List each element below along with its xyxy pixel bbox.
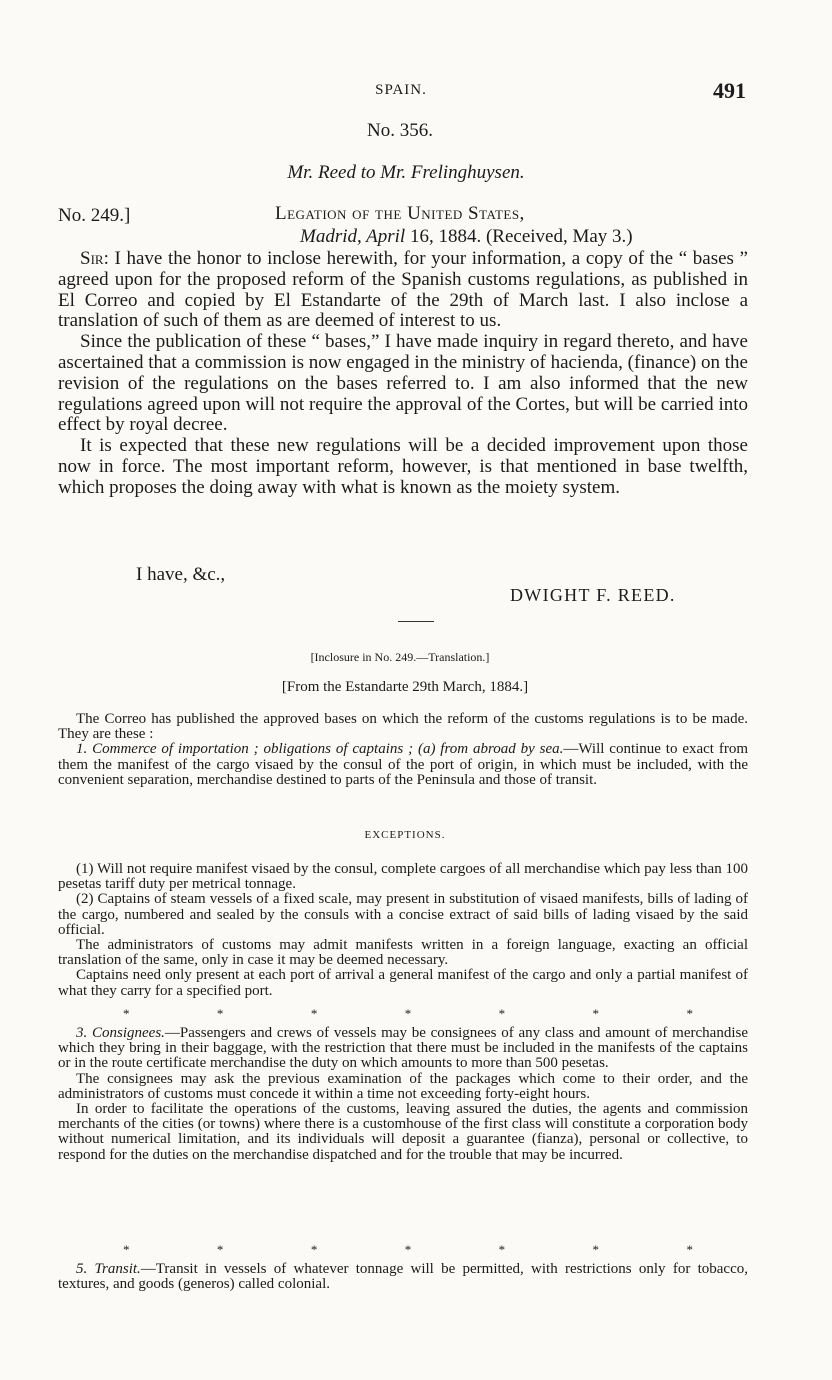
asterisk: * — [498, 1242, 506, 1257]
asterisk: * — [123, 1242, 130, 1257]
letter-body — [58, 249, 748, 499]
asterisk: * — [498, 1006, 506, 1021]
item-3 — [58, 1026, 748, 1072]
inclosure-source: [From the Estandarte 29th March, 1884.] — [281, 679, 529, 695]
running-head — [56, 78, 746, 108]
item-3-paragraph-2: The consignees may ask the previous examination of the packages which come to their order, and the administrators of customs must concede it within a time not exceeding forty-eight hours. — [58, 1070, 748, 1102]
item-3-text: —Passengers and crews of vessels may be consignees of any class and amount of merchandise which they bring in their baggage, with the restriction that there must be included in the manifests of the captains or in the route certificate merchandise the duty on which amounts to more than 500 pesetas. — [58, 1025, 748, 1072]
exception-1: (1) Will not require manifest visaed by the consul, complete cargoes of all merchandise which pay less than 100 pesetas tariff duty per metrical tonnage. — [58, 861, 748, 893]
asterisk-row — [123, 1006, 693, 1022]
section-divider — [398, 621, 434, 622]
dateline-rest: 16, 1884. (Received, May 3.) — [405, 226, 633, 247]
running-title: SPAIN. — [375, 82, 427, 98]
document-number: No. 356. — [367, 120, 433, 141]
letter-paragraph-1 — [58, 249, 748, 332]
dateline-place: Madrid, April — [300, 226, 406, 247]
asterisk: * — [123, 1006, 130, 1021]
letter-paragraph-3: It is expected that these new regulations will be a decided improvement upon those now in force. The most important reform, however, is that mentioned in base twelfth, which proposes the doing away with what is known as the moiety system. — [58, 435, 748, 498]
page-number: 491 — [713, 78, 746, 103]
dispatch-number: No. 249.] — [58, 205, 131, 226]
asterisk: * — [404, 1242, 412, 1257]
exception-2: (2) Captains of steam vessels of a fixed scale, may present in substitution of visaed manifests, bills of lading of the cargo, numbered and sealed by the consuls with a concise extract of said bills of lading visaed by the said official. — [58, 891, 748, 938]
item-5 — [58, 1262, 748, 1292]
asterisk: * — [310, 1006, 318, 1021]
asterisk: * — [404, 1006, 412, 1021]
dateline — [300, 226, 633, 248]
letter-paragraph-1-text: : I have the honor to inclose herewith, for your information, a copy of the “ bases ” agreed upon for the proposed reform of the Spanish customs regulations, as published in El Correo and copied by El Estandarte of the 29th of March last. I also inclose a translation of such of them as are deemed of interest to us. — [58, 248, 748, 332]
inclosure-intro-block — [58, 712, 748, 788]
asterisk: * — [216, 1006, 224, 1021]
salutation: Sir — [80, 248, 104, 269]
item-3-label: 3. Consignees. — [76, 1025, 165, 1041]
closing: I have, &c., — [136, 564, 226, 585]
item-1-text: —Will continue to exact from them the manifest of the cargo visaed by the consul of the port of origin, in which must be included, with the convenient separation, merchandise destined to parts of the Peninsula and those of transit. — [58, 741, 748, 788]
exception-3: The administrators of customs may admit manifests written in a foreign language, exacting an official translation of the same, only in case it may be deemed necessary. — [58, 937, 748, 969]
asterisk: * — [216, 1242, 224, 1257]
item-5-label: 5. Transit. — [76, 1261, 141, 1277]
item-1 — [58, 742, 748, 788]
item-5-block — [58, 1262, 748, 1292]
exceptions-heading: EXCEPTIONS. — [364, 829, 446, 841]
asterisk: * — [592, 1242, 600, 1257]
asterisk-row — [123, 1242, 693, 1258]
asterisk: * — [310, 1242, 318, 1257]
legation-line: Legation of the United States, — [275, 203, 525, 224]
item-3-paragraph-3: In order to facilitate the operations of the customs, leaving assured the duties, the agents and commission merchants of the cities (or towns) where there is a customhouse of the first class will constitute a corporation body without numerical limitation, and its individuals will deposit a guarantee (fianza), personal or collective, to respond for the duties on the merchandise dispatched and for the trouble that may be incurred. — [58, 1101, 748, 1163]
item-1-heading: 1. Commerce of importation ; obligations of captains ; (a) from abroad by sea. — [76, 741, 564, 758]
item-5-text: —Transit in vessels of whatever tonnage will be permitted, with restrictions only for tobacco, textures, and goods (generos) called colonial. — [58, 1261, 748, 1293]
exceptions-block — [58, 862, 748, 999]
asterisk: * — [686, 1006, 693, 1021]
asterisk: * — [686, 1242, 693, 1257]
signature: DWIGHT F. REED. — [510, 585, 676, 605]
item-3-block — [58, 1026, 748, 1163]
document-heading: Mr. Reed to Mr. Frelinghuysen. — [287, 162, 525, 183]
inclosure-intro: The Correo has published the approved bases on which the reform of the customs regulations is to be made. They are these : — [58, 711, 748, 743]
inclosure-title: [Inclosure in No. 249.—Translation.] — [310, 650, 490, 664]
exception-4: Captains need only present at each port of arrival a general manifest of the cargo and only a partial manifest of what they carry for a specified port. — [58, 967, 748, 999]
letter-paragraph-2: Since the publication of these “ bases,” I have made inquiry in regard thereto, and have ascertained that a commission is now engaged in the ministry of hacienda, (finance) on the revision of the regulations on the bases referred to. I am also informed that the new regulations agreed upon will not require the approval of the Cortes, but will be carried into effect by royal decree. — [58, 331, 748, 436]
asterisk: * — [592, 1006, 600, 1021]
